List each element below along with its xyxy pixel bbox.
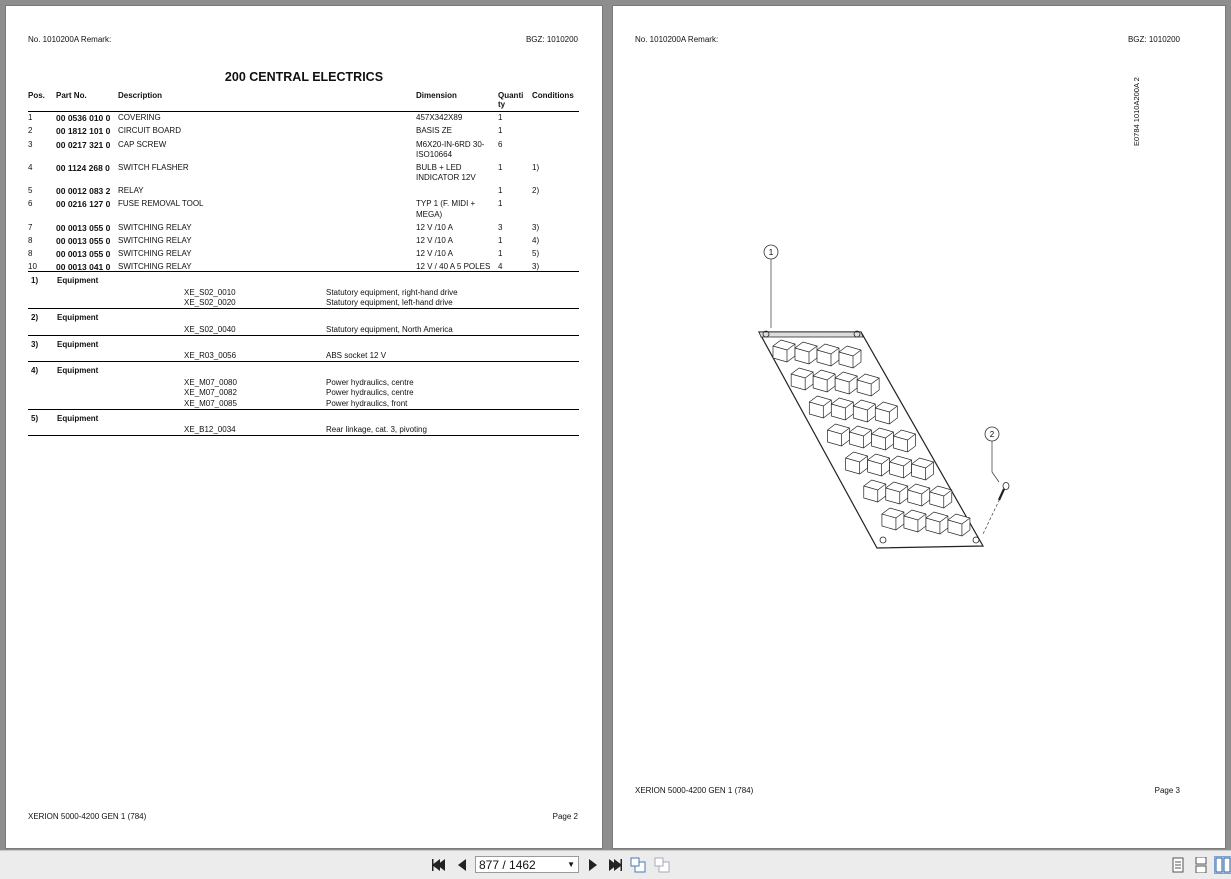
relay-block <box>875 402 897 424</box>
two-page-view-icon[interactable] <box>1215 857 1231 873</box>
table-row <box>28 138 579 161</box>
cell-conditions: 1) <box>532 162 540 172</box>
cell-pos: 7 <box>28 222 33 232</box>
parts-table <box>28 90 579 274</box>
cell-description: COVERING <box>118 113 161 123</box>
equipment-title: Equipment <box>57 339 99 349</box>
cell-description: SWITCHING RELAY <box>118 248 192 258</box>
cell-pos: 3 <box>28 139 33 149</box>
relay-block <box>871 428 893 450</box>
table-row <box>28 125 579 138</box>
cell-part-no: 00 0013 055 0 <box>56 248 111 259</box>
footer-left: XERION 5000-4200 GEN 1 (784) <box>635 786 754 795</box>
callout-2 <box>985 427 999 482</box>
cell-description: CAP SCREW <box>118 139 167 149</box>
equipment-item <box>28 377 579 388</box>
equipment-header <box>28 412 579 425</box>
equipment-block <box>28 271 579 308</box>
equipment-block <box>28 308 579 335</box>
cell-pos: 8 <box>28 248 33 258</box>
header-right: BGZ: 1010200 <box>1127 35 1180 44</box>
cell-quantity: 1 <box>498 235 503 245</box>
equipment-number: 4) <box>31 366 39 375</box>
cell-pos: 6 <box>28 199 33 209</box>
relay-block <box>849 426 871 448</box>
relay-block <box>831 398 853 420</box>
footer-right: Page 3 <box>1154 786 1180 795</box>
relay-block <box>890 456 912 478</box>
cell-conditions: 3) <box>532 222 540 232</box>
equipment-block <box>28 361 579 409</box>
equipment-title: Equipment <box>57 276 99 285</box>
fit-icon[interactable] <box>654 857 670 873</box>
chevron-down-icon[interactable]: ▼ <box>567 860 575 869</box>
cell-dimension: 12 V / 40 A 5 POLES <box>416 261 491 271</box>
equipment-title: Equipment <box>57 413 99 423</box>
continuous-view-icon[interactable] <box>1193 857 1209 873</box>
equipment-header <box>28 311 579 324</box>
relay-block <box>904 510 926 532</box>
cell-pos: 4 <box>28 162 33 172</box>
relay-block <box>948 514 970 536</box>
equipment-header <box>28 338 579 351</box>
relay-block <box>930 486 952 508</box>
equipment-description: Power hydraulics, centre <box>326 388 414 398</box>
col-part-no: Part No. <box>56 90 118 112</box>
cell-conditions <box>532 125 579 138</box>
cell-description: FUSE REMOVAL TOOL <box>118 199 204 209</box>
cell-dimension: M6X20-IN-6RD 30-ISO10664 <box>416 139 485 159</box>
drawing-id: E0784 1010A200A 2 <box>1132 77 1141 146</box>
equipment-title: Equipment <box>57 313 99 322</box>
table-row <box>28 112 579 126</box>
cell-conditions: 5) <box>532 248 540 258</box>
relay-block <box>926 512 948 534</box>
first-page-icon[interactable] <box>431 857 447 873</box>
equipment-block <box>28 409 579 436</box>
equipment-description: Statutory equipment, left-hand drive <box>326 298 453 308</box>
rotate-icon[interactable] <box>630 857 646 873</box>
page-number-input[interactable] <box>475 856 579 873</box>
cell-conditions <box>532 198 579 221</box>
cell-pos: 2 <box>28 126 33 136</box>
relay-block <box>846 452 868 474</box>
cap-screw-drawing <box>983 483 1009 535</box>
page-2 <box>6 6 602 848</box>
cell-conditions: 4) <box>532 235 540 245</box>
equipment-item <box>28 351 579 362</box>
cell-dimension: TYP 1 (F. MIDI + MEGA) <box>416 199 476 219</box>
relay-block <box>791 368 813 390</box>
cell-part-no: 00 0216 127 0 <box>56 199 111 210</box>
table-row <box>28 185 579 198</box>
circuit-board-drawing <box>759 331 983 548</box>
relay-block <box>827 424 849 446</box>
equipment-code: XE_S02_0020 <box>184 298 236 308</box>
cell-quantity: 1 <box>498 113 503 123</box>
relay-block <box>908 484 930 506</box>
relay-block <box>857 374 879 396</box>
cell-pos: 8 <box>28 235 33 245</box>
page-number-value: 877 / 1462 <box>479 857 536 872</box>
equipment-item <box>28 398 579 409</box>
cell-pos: 5 <box>28 186 33 196</box>
col-description: Description <box>118 90 416 112</box>
cell-quantity: 1 <box>498 199 503 209</box>
cell-dimension: 12 V /10 A <box>416 222 453 232</box>
page-3 <box>613 6 1225 848</box>
relay-block <box>809 396 831 418</box>
equipment-number: 1) <box>31 276 39 285</box>
cell-conditions <box>532 112 579 126</box>
equipment-description: Power hydraulics, centre <box>326 377 414 387</box>
cell-part-no: 00 0012 083 2 <box>56 186 111 197</box>
relay-block <box>773 340 795 362</box>
cell-description: SWITCH FLASHER <box>118 162 189 172</box>
cell-pos: 1 <box>28 113 33 123</box>
equipment-description: Statutory equipment, right-hand drive <box>326 287 458 297</box>
relay-block <box>912 458 934 480</box>
bottom-toolbar <box>0 850 1231 879</box>
cell-quantity: 3 <box>498 222 503 232</box>
footer-left: XERION 5000-4200 GEN 1 (784) <box>28 812 147 821</box>
cell-description: SWITCHING RELAY <box>118 261 192 271</box>
callout-2-label: 2 <box>989 430 995 439</box>
relay-block <box>893 430 915 452</box>
last-page-icon[interactable] <box>607 857 623 873</box>
equipment-title: Equipment <box>57 366 99 375</box>
cell-quantity: 1 <box>498 162 503 172</box>
col-pos: Pos. <box>28 90 56 112</box>
cell-description: RELAY <box>118 186 144 196</box>
prev-page-icon[interactable] <box>454 857 470 873</box>
cell-part-no: 00 0217 321 0 <box>56 139 111 150</box>
relay-block <box>886 482 908 504</box>
next-page-icon[interactable] <box>585 857 601 873</box>
relay-block <box>835 372 857 394</box>
callout-1 <box>764 245 778 328</box>
footer-right: Page 2 <box>552 812 578 821</box>
col-quantity: Quanti ty <box>498 90 532 112</box>
table-header-row <box>28 90 579 112</box>
equipment-code: XE_S02_0010 <box>184 287 236 297</box>
equipment-code: XE_M07_0080 <box>184 377 237 387</box>
relay-block <box>868 454 890 476</box>
cell-description: SWITCHING RELAY <box>118 235 192 245</box>
cell-dimension: 457X342X89 <box>416 113 463 123</box>
equipment-item <box>28 324 579 335</box>
equipment-description: ABS socket 12 V <box>326 351 387 361</box>
cell-description: SWITCHING RELAY <box>118 222 192 232</box>
cell-conditions: 2) <box>532 186 540 196</box>
relay-block <box>795 342 817 364</box>
equipment-description: Rear linkage, cat. 3, pivoting <box>326 425 427 435</box>
equipment-end-rule <box>28 435 579 436</box>
cell-quantity: 6 <box>498 139 503 149</box>
page-title: 200 CENTRAL ELECTRICS <box>224 70 384 84</box>
equipment-list <box>28 271 579 436</box>
equipment-item <box>28 298 579 309</box>
table-row <box>28 248 579 261</box>
equipment-code: XE_R03_0056 <box>184 351 237 361</box>
cell-part-no: 00 0536 010 0 <box>56 113 111 124</box>
header-left: No. 1010200A Remark: <box>635 35 719 44</box>
col-conditions: Conditions <box>532 90 579 112</box>
equipment-description: Power hydraulics, front <box>326 398 408 408</box>
equipment-block <box>28 335 579 362</box>
cell-part-no: 00 1124 268 0 <box>56 162 110 173</box>
equipment-code: XE_S02_0040 <box>184 324 236 334</box>
table-row <box>28 234 579 247</box>
single-page-view-icon[interactable] <box>1170 857 1186 873</box>
cell-conditions <box>532 138 579 161</box>
relay-block <box>882 508 904 530</box>
cell-part-no: 00 0013 055 0 <box>56 235 111 246</box>
equipment-number: 2) <box>31 313 39 322</box>
cell-part-no: 00 1812 101 0 <box>56 126 111 137</box>
cell-part-no: 00 0013 041 0 <box>56 261 111 272</box>
cell-dimension: BULB + LED INDICATOR 12V <box>416 162 476 183</box>
callout-1-label: 1 <box>768 248 774 257</box>
cell-quantity: 1 <box>498 186 503 196</box>
table-row <box>28 221 579 234</box>
relay-block <box>839 346 861 368</box>
equipment-number: 3) <box>31 339 39 349</box>
equipment-number: 5) <box>31 413 39 423</box>
equipment-item <box>28 425 579 436</box>
cell-quantity: 1 <box>498 248 503 258</box>
cell-dimension: 12 V /10 A <box>416 235 453 245</box>
cell-dimension <box>416 185 498 198</box>
equipment-item <box>28 388 579 399</box>
table-row <box>28 198 579 221</box>
cell-conditions: 3) <box>532 261 540 271</box>
relay-block <box>853 400 875 422</box>
equipment-code: XE_M07_0085 <box>184 398 237 408</box>
equipment-header <box>28 364 579 377</box>
col-dimension: Dimension <box>416 90 498 112</box>
relay-block <box>813 370 835 392</box>
table-row <box>28 162 579 185</box>
equipment-code: XE_M07_0082 <box>184 388 237 398</box>
cell-part-no: 00 0013 055 0 <box>56 222 111 233</box>
exploded-drawing <box>613 6 1225 848</box>
cell-description: CIRCUIT BOARD <box>118 126 181 136</box>
equipment-description: Statutory equipment, North America <box>326 324 453 334</box>
equipment-code: XE_B12_0034 <box>184 425 236 435</box>
cell-quantity: 1 <box>498 126 503 136</box>
equipment-header <box>28 274 579 287</box>
cell-pos: 10 <box>28 261 37 271</box>
cell-quantity: 4 <box>498 261 503 271</box>
relay-block <box>817 344 839 366</box>
header-right: BGZ: 1010200 <box>525 35 578 44</box>
equipment-item <box>28 287 579 298</box>
cell-dimension: 12 V /10 A <box>416 248 453 258</box>
header-left: No. 1010200A Remark: <box>28 35 112 44</box>
relay-block <box>864 480 886 502</box>
cell-dimension: BASIS ZE <box>416 126 453 136</box>
